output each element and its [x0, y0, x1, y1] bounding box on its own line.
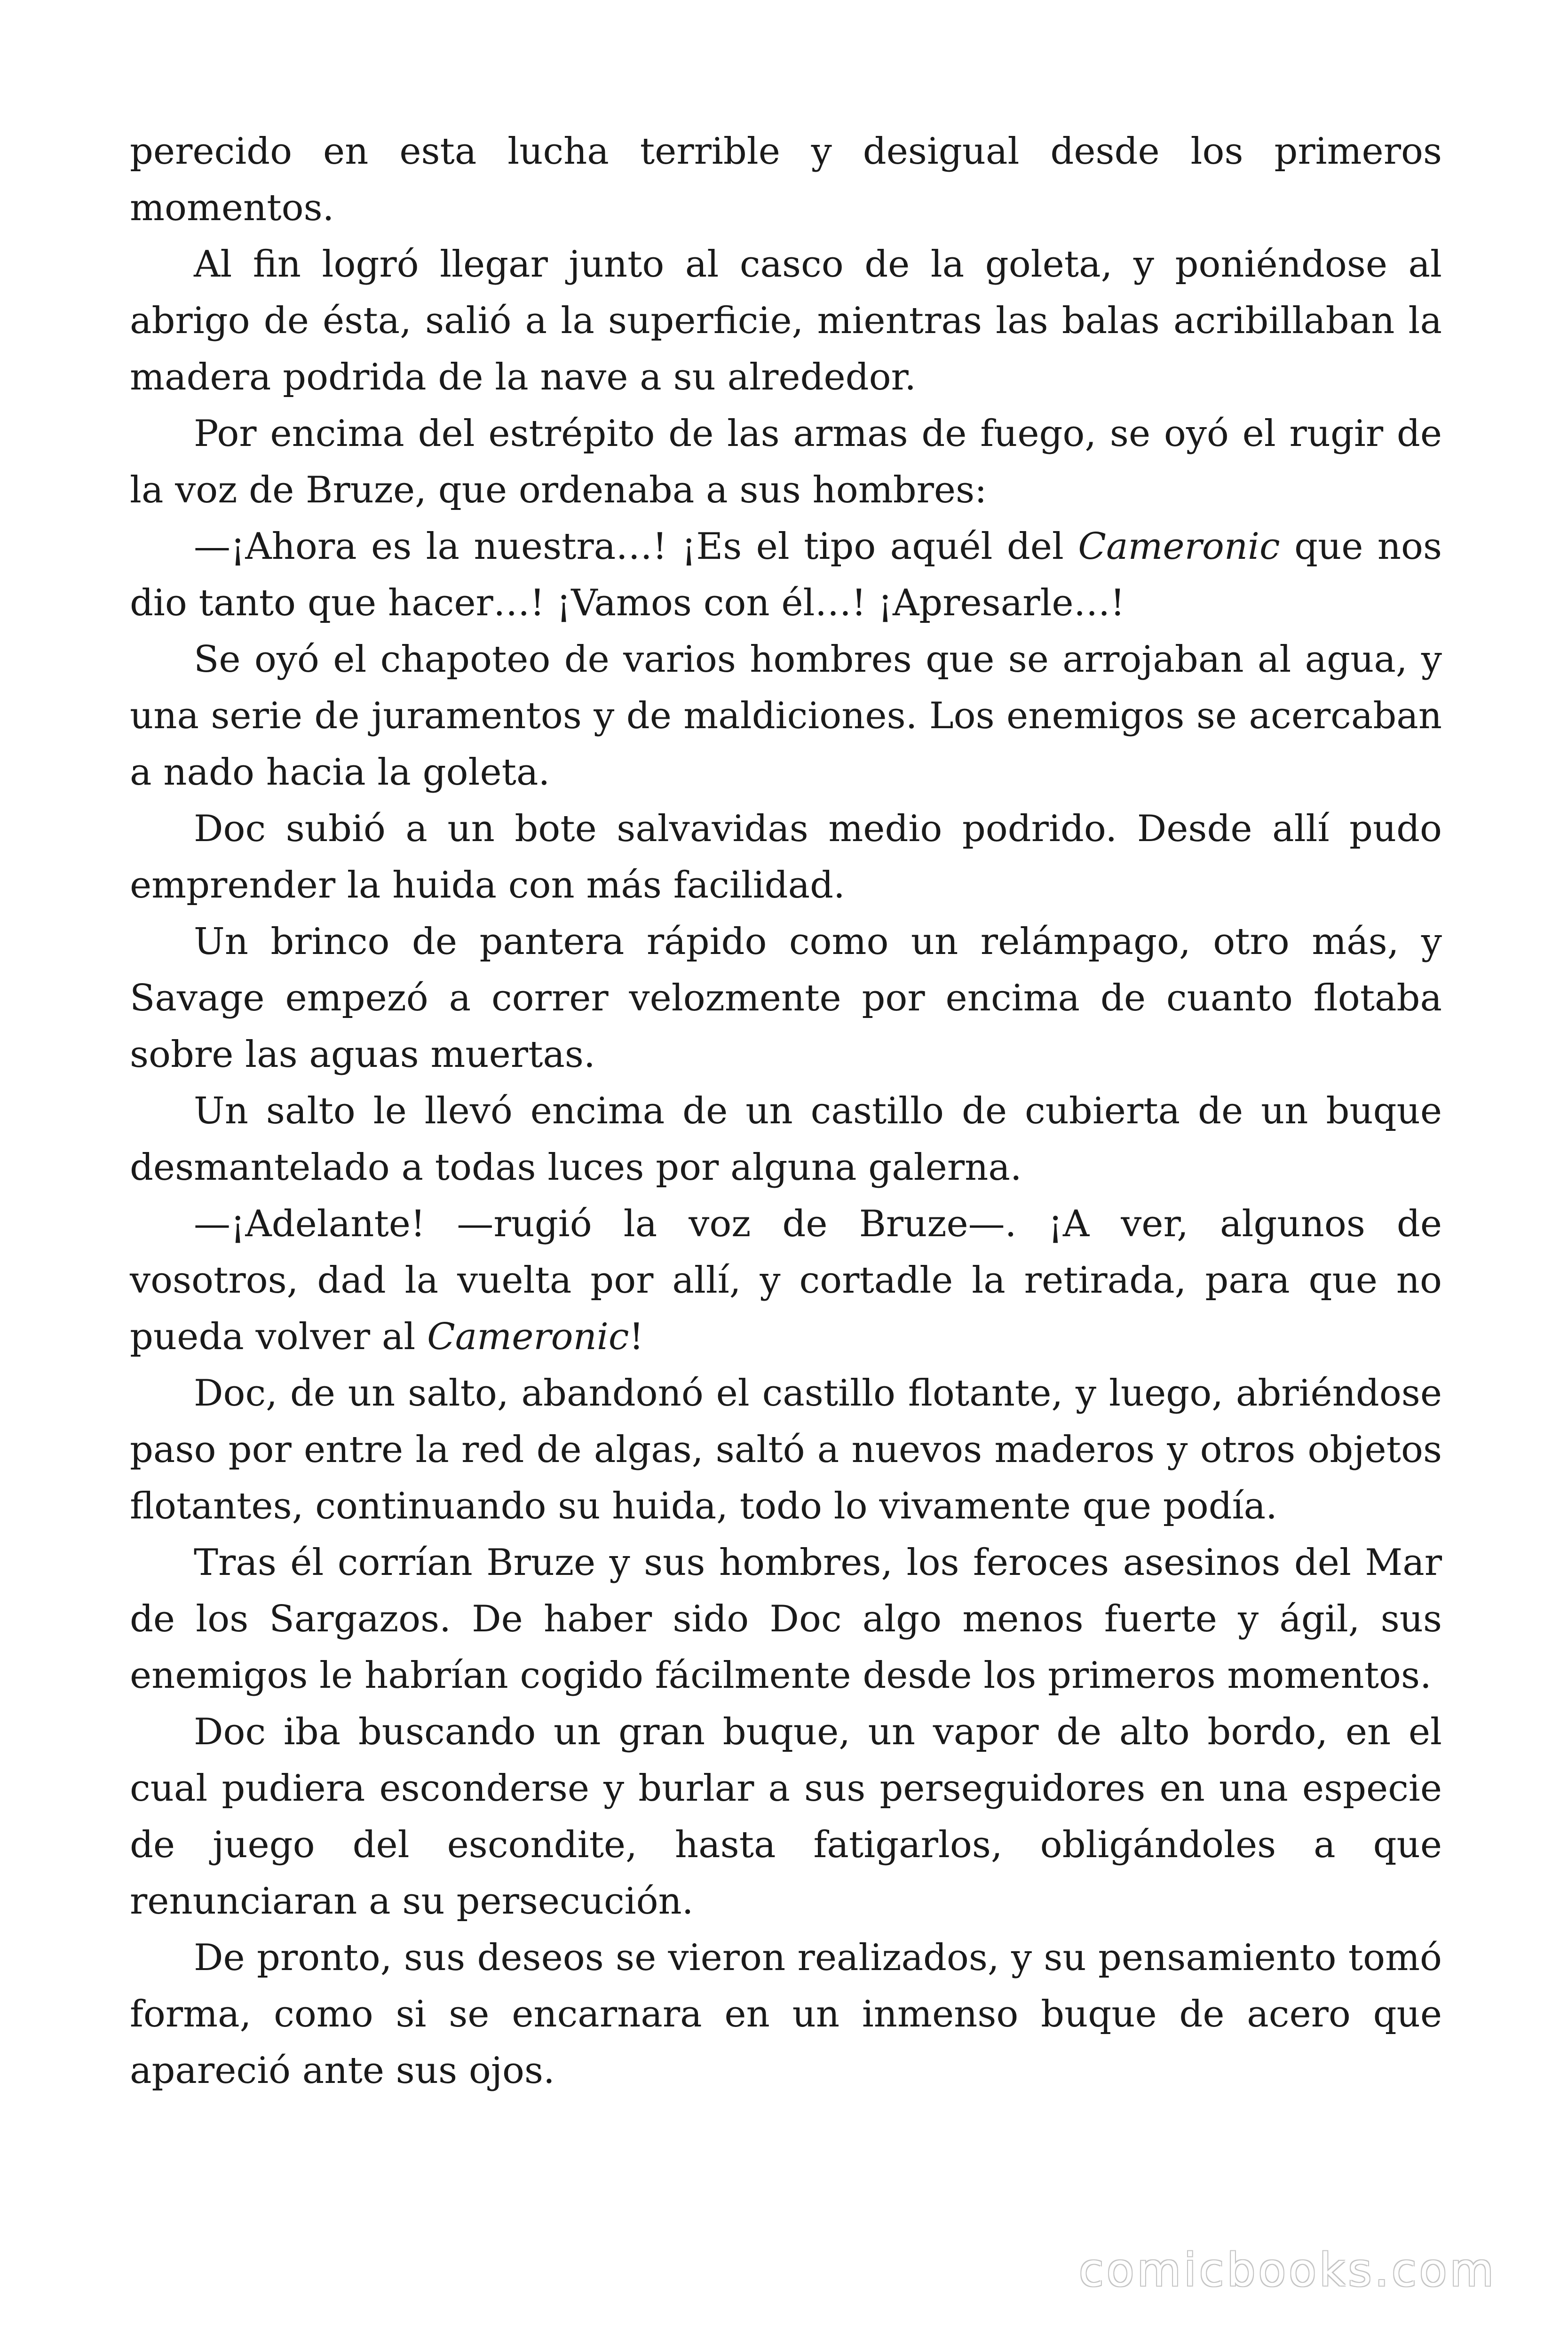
paragraph: Doc subió a un bote salvavidas medio podrido. Desde allí pudo emprender la huida con más facilidad. — [130, 808, 1442, 906]
paragraph: Doc, de un salto, abandonó el castillo flotante, y luego, abriéndose paso por entre la red de algas, saltó a nuevos maderos y otros objetos flotantes, continuando su huida, todo lo vivamente que podía. — [130, 1372, 1442, 1527]
watermark: comicbooks.com — [1078, 2244, 1497, 2296]
page-body — [130, 123, 1442, 2099]
paragraph: perecido en esta lucha terrible y desigual desde los primeros momentos. — [130, 130, 1442, 229]
text-run: que nos dio tanto que hacer…! ¡Vamos con él…! ¡Apresarle…! — [130, 525, 1442, 624]
ship-name: Cameronic — [1078, 525, 1280, 568]
paragraph: Se oyó el chapoteo de varios hombres que se arrojaban al agua, y una serie de juramentos y de maldiciones. Los enemigos se acercaban a nado hacia la goleta. — [130, 638, 1442, 794]
text-run: —¡Ahora es la nuestra…! ¡Es el tipo aquél del — [194, 525, 1078, 568]
paragraph: Un salto le llevó encima de un castillo de cubierta de un buque desmantelado a todas luces por alguna galerna. — [130, 1090, 1442, 1189]
paragraph: Al fin logró llegar junto al casco de la goleta, y poniéndose al abrigo de ésta, salió a la superficie, mientras las balas acribillaban la madera podrida de la nave a su alrededor. — [130, 243, 1442, 398]
paragraph — [130, 1196, 1442, 1365]
paragraph: Doc iba buscando un gran buque, un vapor de alto bordo, en el cual pudiera esconderse y burlar a sus perseguidores en una especie de juego del escondite, hasta fatigarlos, obligándoles a que renunciaran a su persecución. — [130, 1711, 1442, 1923]
text-run: —¡Adelante! —rugió la voz de Bruze—. ¡A ver, algunos de vosotros, dad la vuelta por allí, y cortadle la retirada, para que no pueda volver al — [130, 1203, 1442, 1358]
paragraph: Un brinco de pantera rápido como un relámpago, otro más, y Savage empezó a correr velozmente por encima de cuanto flotaba sobre las aguas muertas. — [130, 921, 1442, 1076]
paragraph: Tras él corrían Bruze y sus hombres, los feroces asesinos del Mar de los Sargazos. De haber sido Doc algo menos fuerte y ágil, sus enemigos le habrían cogido fácilmente desde los primeros momentos. — [130, 1542, 1442, 1697]
ship-name: Cameronic — [427, 1316, 629, 1358]
paragraph — [130, 518, 1442, 631]
paragraph: De pronto, sus deseos se vieron realizados, y su pensamiento tomó forma, como si se encarnara en un inmenso buque de acero que apareció ante sus ojos. — [130, 1937, 1442, 2092]
text-run: ! — [629, 1316, 644, 1358]
paragraph: Por encima del estrépito de las armas de fuego, se oyó el rugir de la voz de Bruze, que ordenaba a sus hombres: — [130, 413, 1442, 511]
